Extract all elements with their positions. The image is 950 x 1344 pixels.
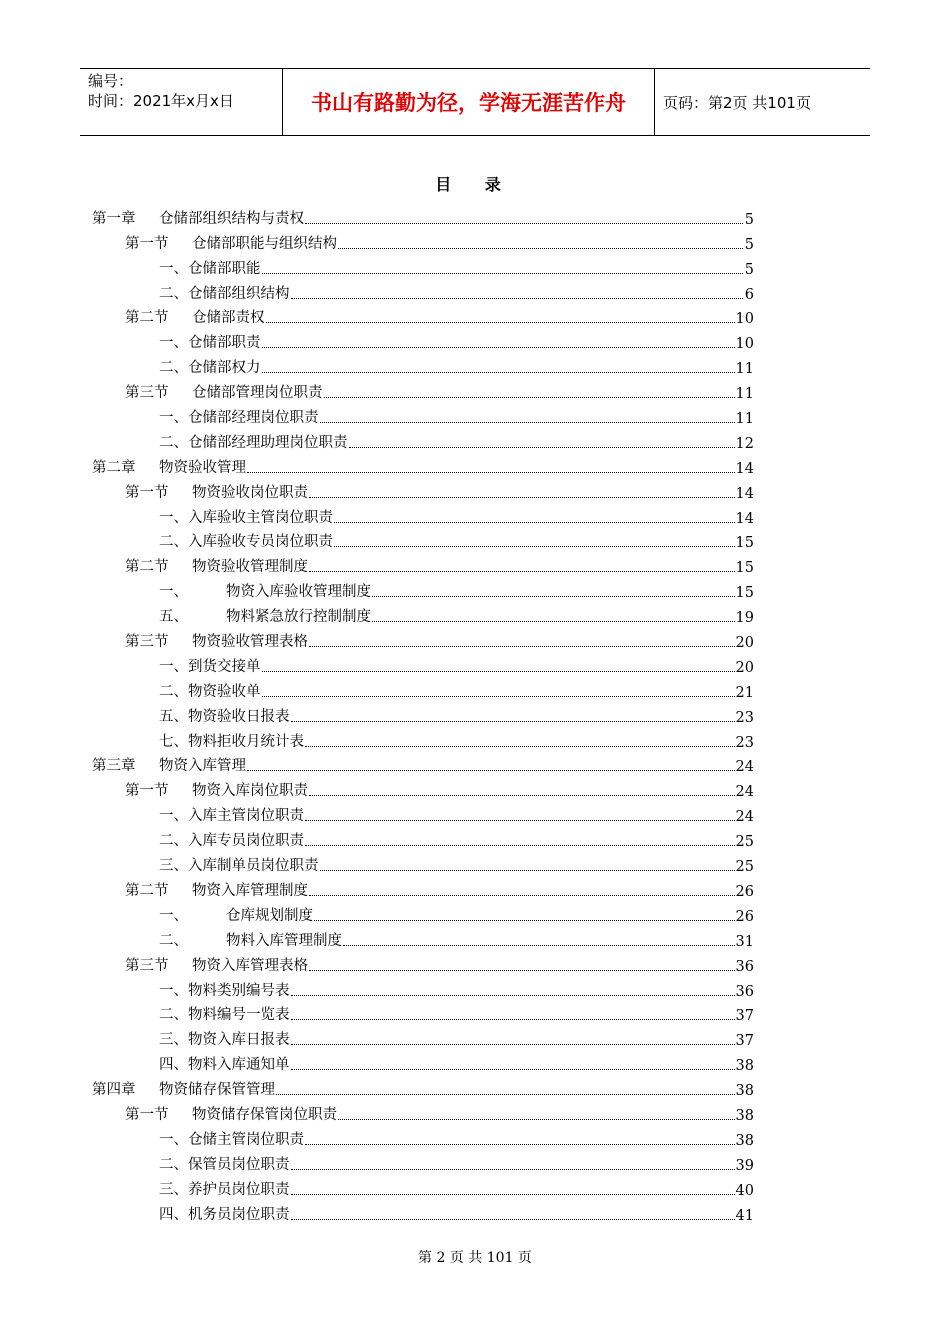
toc-entry[interactable] (92, 701, 754, 726)
toc-entry-number: 第二节 (125, 559, 169, 576)
toc-dot-leader (291, 1043, 735, 1045)
toc-dot-leader (291, 994, 735, 996)
toc-entry[interactable] (92, 601, 754, 626)
toc-entry-title: 养护员岗位职责 (188, 1181, 290, 1198)
toc-entry-page: 10 (735, 311, 754, 328)
toc-dot-leader (372, 595, 735, 597)
toc-entry-number: 第四章 (92, 1082, 136, 1099)
toc-entry-page: 6 (744, 286, 754, 303)
toc-dot-leader (291, 1018, 735, 1020)
toc-entry[interactable] (92, 527, 754, 552)
toc-entry[interactable] (92, 850, 754, 875)
toc-entry-title: 物资验收岗位职责 (192, 484, 308, 501)
toc-entry-number: 一、 (159, 808, 188, 825)
toc-entry-number: 三、 (159, 1181, 188, 1198)
toc-entry-page: 5 (744, 261, 754, 278)
toc-entry[interactable] (92, 551, 754, 576)
toc-entry-title: 到货交接单 (188, 658, 261, 675)
toc-entry[interactable] (92, 1199, 754, 1224)
toc-entry-page: 36 (735, 958, 754, 975)
toc-entry[interactable] (92, 900, 754, 925)
toc-entry-title: 保管员岗位职责 (188, 1156, 290, 1173)
toc-entry[interactable] (92, 402, 754, 427)
toc-entry[interactable] (92, 925, 754, 950)
toc-entry-title: 物资验收管理 (159, 459, 246, 476)
toc-entry[interactable] (92, 1049, 754, 1074)
toc-entry-number: 三、 (159, 858, 188, 875)
toc-dot-leader (305, 745, 735, 747)
toc-entry-page: 12 (735, 435, 754, 452)
toc-entry-number: 二、 (159, 1007, 188, 1024)
toc-entry-page: 37 (735, 1008, 754, 1025)
toc-entry[interactable] (92, 751, 754, 776)
toc-entry-number: 第二章 (92, 459, 136, 476)
toc-entry-page: 5 (744, 236, 754, 253)
toc-dot-leader (338, 247, 743, 249)
toc-entry-page: 25 (735, 834, 754, 851)
toc-entry-title: 物料紧急放行控制制度 (226, 609, 371, 626)
header-meta (80, 69, 282, 135)
toc-dot-leader (334, 521, 735, 523)
toc-entry-title: 物资储存保管岗位职责 (192, 1106, 337, 1123)
toc-entry-page: 41 (735, 1207, 754, 1224)
toc-entry-page: 20 (735, 659, 754, 676)
toc-entry-number: 一、 (159, 260, 188, 277)
toc-entry[interactable] (92, 950, 754, 975)
toc-entry[interactable] (92, 775, 754, 800)
toc-entry-title: 物料入库通知单 (188, 1057, 290, 1074)
toc-entry-page: 38 (735, 1132, 754, 1149)
toc-dot-leader (349, 446, 735, 448)
toc-entry-page: 23 (735, 734, 754, 751)
toc-entry-title: 入库验收主管岗位职责 (188, 509, 333, 526)
toc-entry-number: 一、 (159, 335, 188, 352)
toc-entry-page: 23 (735, 709, 754, 726)
toc-entry[interactable] (92, 825, 754, 850)
toc-entry-number: 第一章 (92, 210, 136, 227)
time-label: 时间：2021年x月x日 (88, 92, 234, 110)
toc-entry[interactable] (92, 303, 754, 328)
toc-entry[interactable] (92, 1024, 754, 1049)
toc-entry-number: 一、 (159, 584, 188, 601)
toc-entry-number: 一、 (159, 907, 188, 924)
toc-entry[interactable] (92, 427, 754, 452)
toc-entry-title: 仓储部职责 (188, 335, 261, 352)
toc-entry-page: 37 (735, 1033, 754, 1050)
toc-entry-page: 15 (735, 535, 754, 552)
toc-entry-page: 24 (735, 784, 754, 801)
toc-entry-number: 第三节 (125, 385, 169, 402)
toc-entry-page: 24 (735, 809, 754, 826)
toc-entry-number: 第三节 (125, 634, 169, 651)
toc-entry-page: 15 (735, 560, 754, 577)
toc-entry-title: 物料编号一览表 (188, 1007, 290, 1024)
toc-entry[interactable] (92, 327, 754, 352)
toc-dot-leader (262, 272, 744, 274)
toc-entry[interactable] (92, 800, 754, 825)
toc-entry[interactable] (92, 377, 754, 402)
toc-dot-leader (309, 645, 735, 647)
toc-entry-page: 20 (735, 635, 754, 652)
toc-entry-number: 第一节 (125, 1106, 169, 1123)
toc-entry-page: 15 (735, 585, 754, 602)
toc-entry-number: 第二节 (125, 310, 169, 327)
toc-entry-title: 仓储部经理岗位职责 (188, 410, 319, 427)
toc-entry-page: 38 (735, 1107, 754, 1124)
toc-entry-title: 物资储存保管管理 (159, 1082, 275, 1099)
toc-entry-number: 二、 (159, 1156, 188, 1173)
toc-dot-leader (247, 471, 735, 473)
toc-entry-page: 39 (735, 1157, 754, 1174)
toc-dot-leader (320, 421, 735, 423)
page-footer: 第 2 页 共 101 页 (418, 1250, 532, 1266)
toc-entry[interactable] (92, 975, 754, 1000)
toc-entry[interactable] (92, 502, 754, 527)
toc-entry-number: 第二节 (125, 882, 169, 899)
toc-entry-page: 24 (735, 759, 754, 776)
toc-entry[interactable] (92, 676, 754, 701)
toc-entry-page: 11 (735, 386, 754, 403)
toc-entry-number: 四、 (159, 1057, 188, 1074)
toc-title: 目 录 (435, 175, 515, 194)
toc-entry-page: 14 (735, 460, 754, 477)
toc-dot-leader (324, 396, 735, 398)
toc-entry[interactable] (92, 1000, 754, 1025)
toc-dot-leader (309, 496, 735, 498)
toc-entry-page: 26 (735, 908, 754, 925)
toc-entry[interactable] (92, 651, 754, 676)
toc-entry-title: 仓储主管岗位职责 (188, 1131, 304, 1148)
toc-dot-leader (291, 1218, 735, 1220)
toc-entry-title: 机务员岗位职责 (188, 1206, 290, 1223)
toc-entry-title: 物资入库管理表格 (192, 957, 308, 974)
toc-entry-title: 仓储部责权 (192, 310, 265, 327)
toc-dot-leader (262, 695, 735, 697)
toc-entry-title: 物资验收日报表 (188, 708, 290, 725)
toc-dot-leader (266, 321, 735, 323)
toc-dot-leader (320, 869, 735, 871)
toc-entry-number: 一、 (159, 410, 188, 427)
toc-dot-leader (262, 371, 735, 373)
toc-entry-page: 14 (735, 510, 754, 527)
toc-entry-page: 40 (735, 1182, 754, 1199)
toc-entry-title: 物资入库管理 (159, 758, 246, 775)
toc-entry-page: 19 (735, 610, 754, 627)
toc-dot-leader (262, 346, 735, 348)
toc-entry[interactable] (92, 1124, 754, 1149)
toc-entry-page: 36 (735, 983, 754, 1000)
motto: 书山有路勤为径，学海无涯苦作舟 (282, 69, 655, 135)
toc-entry-title: 物料入库管理制度 (226, 932, 342, 949)
toc-entry[interactable] (92, 203, 754, 228)
toc-entry-title: 物资验收管理表格 (192, 634, 308, 651)
toc-entry-number: 第一节 (125, 783, 169, 800)
toc-entry-page: 38 (735, 1058, 754, 1075)
toc-entry-number: 五、 (159, 609, 188, 626)
toc-dot-leader (372, 620, 735, 622)
toc-entry[interactable] (92, 253, 754, 278)
toc-entry[interactable] (92, 228, 754, 253)
toc-entry-title: 仓储部职能与组织结构 (192, 235, 337, 252)
toc-dot-leader (305, 819, 735, 821)
toc-entry-title: 物资入库验收管理制度 (226, 584, 371, 601)
toc-entry-number: 二、 (159, 932, 188, 949)
toc-dot-leader (334, 545, 735, 547)
toc-entry-title: 入库主管岗位职责 (188, 808, 304, 825)
toc-entry-title: 入库验收专员岗位职责 (188, 534, 333, 551)
number-label: 编号： (88, 72, 134, 90)
toc-entry-number: 第三章 (92, 758, 136, 775)
toc-entry-title: 仓储部管理岗位职责 (192, 385, 323, 402)
page-header (80, 68, 870, 136)
toc-entry[interactable] (92, 452, 754, 477)
toc-entry-number: 四、 (159, 1206, 188, 1223)
toc-entry[interactable] (92, 875, 754, 900)
toc-dot-leader (309, 570, 735, 572)
toc-entry[interactable] (92, 1174, 754, 1199)
toc-entry-title: 物资验收管理制度 (192, 559, 308, 576)
toc-entry-title: 仓储部组织结构与责权 (159, 210, 304, 227)
toc-entry-number: 一、 (159, 1131, 188, 1148)
toc-entry-number: 二、 (159, 360, 188, 377)
toc-entry[interactable] (92, 726, 754, 751)
toc-entry-number: 一、 (159, 982, 188, 999)
toc-entry-number: 第一节 (125, 235, 169, 252)
toc-dot-leader (309, 894, 735, 896)
table-of-contents (92, 203, 754, 1224)
toc-entry-title: 仓储部职能 (188, 260, 261, 277)
toc-entry-title: 仓储部权力 (188, 360, 261, 377)
toc-entry-title: 入库专员岗位职责 (188, 833, 304, 850)
toc-dot-leader (291, 720, 735, 722)
toc-entry[interactable] (92, 1099, 754, 1124)
toc-entry-title: 仓储部经理助理岗位职责 (188, 434, 348, 451)
toc-dot-leader (338, 1118, 735, 1120)
toc-entry-number: 二、 (159, 683, 188, 700)
toc-dot-leader (309, 794, 735, 796)
toc-entry-number: 一、 (159, 658, 188, 675)
toc-entry-page: 14 (735, 485, 754, 502)
toc-dot-leader (314, 919, 735, 921)
toc-dot-leader (305, 222, 743, 224)
toc-entry[interactable] (92, 477, 754, 502)
toc-entry-title: 物资入库岗位职责 (192, 783, 308, 800)
toc-entry-page: 25 (735, 859, 754, 876)
toc-entry-number: 二、 (159, 434, 188, 451)
toc-entry[interactable] (92, 1074, 754, 1099)
toc-entry-title: 物资入库管理制度 (192, 882, 308, 899)
toc-entry-number: 第一节 (125, 484, 169, 501)
toc-entry-page: 11 (735, 411, 754, 428)
toc-dot-leader (291, 1168, 735, 1170)
toc-entry-number: 二、 (159, 833, 188, 850)
toc-dot-leader (305, 844, 735, 846)
toc-entry-title: 物资验收单 (188, 683, 261, 700)
toc-entry-number: 二、 (159, 534, 188, 551)
toc-entry-title: 物资入库日报表 (188, 1032, 290, 1049)
toc-entry-title: 入库制单员岗位职责 (188, 858, 319, 875)
toc-entry-page: 10 (735, 336, 754, 353)
toc-dot-leader (343, 944, 735, 946)
toc-entry-page: 26 (735, 883, 754, 900)
toc-entry-number: 第三节 (125, 957, 169, 974)
toc-entry-page: 38 (735, 1083, 754, 1100)
toc-entry[interactable] (92, 278, 754, 303)
toc-entry-page: 21 (735, 684, 754, 701)
toc-entry-number: 七、 (159, 733, 188, 750)
toc-entry-number: 三、 (159, 1032, 188, 1049)
toc-entry-page: 11 (735, 361, 754, 378)
toc-dot-leader (247, 769, 735, 771)
toc-dot-leader (305, 1143, 735, 1145)
toc-dot-leader (291, 1193, 735, 1195)
toc-entry-title: 仓储部组织结构 (188, 285, 290, 302)
toc-entry-number: 五、 (159, 708, 188, 725)
toc-entry[interactable] (92, 1149, 754, 1174)
toc-dot-leader (262, 670, 735, 672)
toc-entry-page: 31 (735, 933, 754, 950)
toc-dot-leader (291, 297, 744, 299)
toc-entry[interactable] (92, 352, 754, 377)
toc-entry-title: 物料类别编号表 (188, 982, 290, 999)
toc-entry[interactable] (92, 626, 754, 651)
toc-dot-leader (309, 969, 735, 971)
toc-entry-title: 仓库规划制度 (226, 907, 313, 924)
toc-entry-title: 物料拒收月统计表 (188, 733, 304, 750)
page-info: 页码：第2页 共101页 (663, 93, 811, 112)
toc-dot-leader (291, 1068, 735, 1070)
toc-entry[interactable] (92, 576, 754, 601)
toc-dot-leader (276, 1093, 735, 1095)
toc-entry-page: 5 (744, 211, 754, 228)
toc-entry-number: 二、 (159, 285, 188, 302)
toc-entry-number: 一、 (159, 509, 188, 526)
